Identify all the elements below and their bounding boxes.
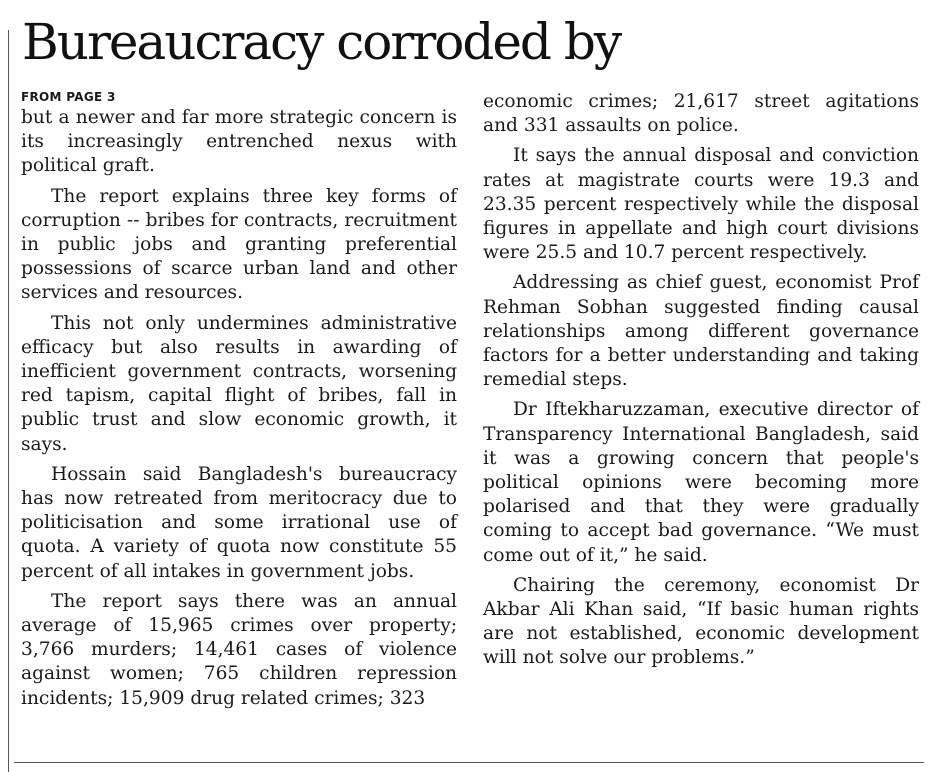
paragraph: It says the annual disposal and conviction rates at magistrate courts were 19.3 and 23.35 percent respectively while the disposal figures in appellate and high court divisions were 25.5 and 10.7 percent respectively. — [483, 145, 919, 264]
headline: Bureaucracy corroded by — [22, 13, 621, 71]
paragraph: This not only undermines administrative efficacy but also results in awarding of inefficient government contracts, worsening red tapism, capital flight of bribes, fall in public trust and slow economic growth, it says. — [21, 312, 457, 455]
paragraph: Addressing as chief guest, economist Prof Rehman Sobhan suggested finding causal relationships among different governance factors for a better understanding and taking remedial steps. — [483, 272, 919, 391]
paragraph: but a newer and far more strategic concern is its increasingly entrenched nexus with political graft. — [21, 107, 457, 177]
paragraph: economic crimes; 21,617 street agitations and 331 assaults on police. — [483, 91, 919, 137]
paragraph: The report explains three key forms of corruption -- bribes for contracts, recruitment in public jobs and granting preferential possessions of scarce urban land and other services and resources. — [21, 185, 457, 304]
paragraph: Hossain said Bangladesh's bureaucracy has now retreated from meritocracy due to politicisation and some irrational use of quota. A variety of quota now constitute 55 percent of all intakes in government jobs. — [21, 463, 457, 582]
paragraph: Dr Iftekharuzzaman, executive director of Transparency International Bangladesh, said it was a growing concern that people's political opinions were becoming more polarised and that they were gradually coming to accept bad governance. “We must come out of it,” he said. — [483, 399, 919, 566]
article-column-left — [21, 90, 457, 717]
paragraph: Chairing the ceremony, economist Dr Akbar Ali Khan said, “If basic human rights are not established, economic development will not solve our problems.” — [483, 574, 919, 669]
bottom-rule — [14, 762, 924, 763]
column-rule-left — [8, 30, 9, 772]
jump-label: FROM PAGE 3 — [21, 90, 116, 104]
article-column-right — [483, 90, 919, 677]
paragraph: The report says there was an annual average of 15,965 crimes over property; 3,766 murders; 14,461 cases of violence against women; 765 children repression incidents; 15,909 drug related crimes; 323 — [21, 590, 457, 709]
